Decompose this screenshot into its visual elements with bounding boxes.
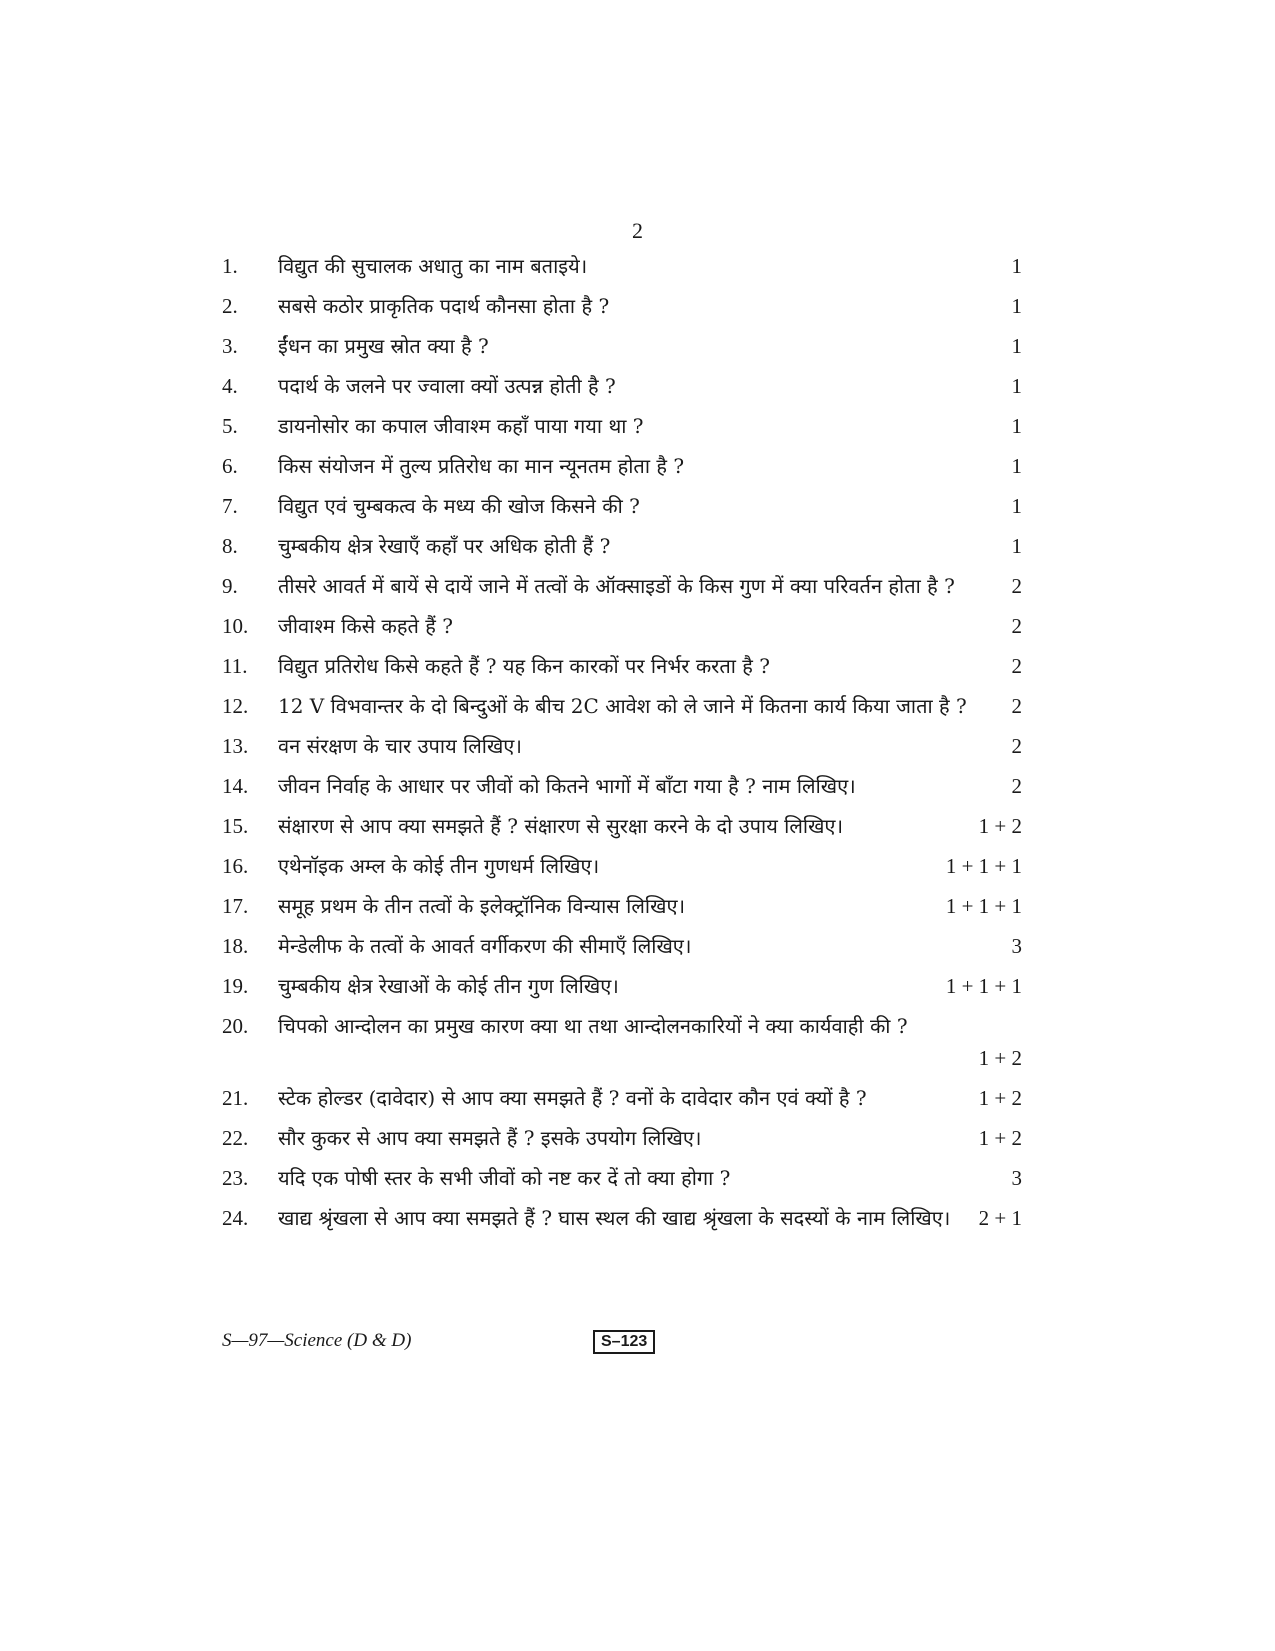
question-list bbox=[222, 250, 1022, 1242]
question-item bbox=[222, 890, 1022, 922]
question-item bbox=[222, 770, 1022, 802]
question-item bbox=[222, 290, 1022, 322]
question-text: स्टेक होल्डर (दावेदार) से आप क्या समझते हैं ? वनों के दावेदार कौन एवं क्यों है ? bbox=[278, 1086, 867, 1110]
question-text: पदार्थ के जलने पर ज्वाला क्यों उत्पन्न होती है ? bbox=[278, 374, 616, 398]
question-text: किस संयोजन में तुल्य प्रतिरोध का मान न्यूनतम होता है ? bbox=[278, 454, 685, 478]
question-item bbox=[222, 490, 1022, 522]
question-number: 16. bbox=[222, 854, 249, 878]
question-text: सौर कुकर से आप क्या समझते हैं ? इसके उपयोग लिखिए। bbox=[278, 1126, 702, 1150]
question-marks: 1 + 2 bbox=[978, 1086, 1022, 1110]
question-number: 22. bbox=[222, 1126, 249, 1150]
question-item bbox=[222, 370, 1022, 402]
question-number: 24. bbox=[222, 1206, 249, 1230]
question-item bbox=[222, 730, 1022, 762]
question-marks: 3 bbox=[1011, 1166, 1022, 1190]
question-item bbox=[222, 650, 1022, 682]
question-text: सबसे कठोर प्राकृतिक पदार्थ कौनसा होता है ? bbox=[278, 294, 610, 318]
question-number: 19. bbox=[222, 974, 249, 998]
question-text: संक्षारण से आप क्या समझते हैं ? संक्षारण से सुरक्षा करने के दो उपाय लिखिए। bbox=[278, 814, 844, 838]
question-number: 2. bbox=[222, 294, 238, 318]
question-marks: 1 bbox=[1011, 254, 1022, 278]
page-number: 2 bbox=[632, 218, 643, 243]
question-number: 23. bbox=[222, 1166, 249, 1190]
question-item bbox=[222, 250, 1022, 282]
question-number: 11. bbox=[222, 654, 248, 678]
question-number: 3. bbox=[222, 334, 238, 358]
question-marks: 2 bbox=[1011, 734, 1022, 758]
question-marks: 2 bbox=[1011, 614, 1022, 638]
question-marks: 1 bbox=[1011, 294, 1022, 318]
question-marks: 3 bbox=[1011, 934, 1022, 958]
question-text: विद्युत एवं चुम्बकत्व के मध्य की खोज किसने की ? bbox=[278, 494, 640, 518]
question-item bbox=[222, 450, 1022, 482]
question-text: 12 V विभवान्तर के दो बिन्दुओं के बीच 2C आवेश को ले जाने में कितना कार्य किया जाता है ? bbox=[278, 694, 967, 718]
question-text: जीवन निर्वाह के आधार पर जीवों को कितने भागों में बाँटा गया है ? नाम लिखिए। bbox=[278, 774, 856, 798]
question-item bbox=[222, 1122, 1022, 1154]
question-text: विद्युत प्रतिरोध किसे कहते हैं ? यह किन कारकों पर निर्भर करता है ? bbox=[278, 654, 770, 678]
question-text: डायनोसोर का कपाल जीवाश्म कहाँ पाया गया था ? bbox=[278, 414, 644, 438]
question-item bbox=[222, 330, 1022, 362]
page-footer bbox=[222, 1330, 1022, 1360]
question-number: 6. bbox=[222, 454, 238, 478]
question-text: जीवाश्म किसे कहते हैं ? bbox=[278, 614, 453, 638]
question-item bbox=[222, 690, 1022, 722]
question-text: ईंधन का प्रमुख स्रोत क्या है ? bbox=[278, 334, 489, 358]
question-text: मेन्डेलीफ के तत्वों के आवर्त वर्गीकरण की सीमाएँ लिखिए। bbox=[278, 934, 692, 958]
question-text: विद्युत की सुचालक अधातु का नाम बताइये। bbox=[278, 254, 588, 278]
question-marks: 1 + 2 bbox=[978, 1126, 1022, 1150]
question-number: 18. bbox=[222, 934, 249, 958]
question-text: समूह प्रथम के तीन तत्वों के इलेक्ट्रॉनिक विन्यास लिखिए। bbox=[278, 894, 686, 918]
question-item bbox=[222, 930, 1022, 962]
question-number: 8. bbox=[222, 534, 238, 558]
question-text: चुम्बकीय क्षेत्र रेखाओं के कोई तीन गुण लिखिए। bbox=[278, 974, 619, 998]
set-code-box: S–123 bbox=[593, 1330, 655, 1354]
question-marks: 1 bbox=[1011, 334, 1022, 358]
question-marks: 1 bbox=[1011, 494, 1022, 518]
question-item bbox=[222, 1202, 1022, 1234]
question-marks: 1 bbox=[1011, 414, 1022, 438]
question-marks: 1 + 1 + 1 bbox=[945, 854, 1022, 878]
question-item bbox=[222, 1010, 1022, 1074]
question-marks: 2 + 1 bbox=[978, 1206, 1022, 1230]
question-text: चिपको आन्दोलन का प्रमुख कारण क्या था तथा आन्दोलनकारियों ने क्या कार्यवाही की ? bbox=[278, 1014, 908, 1038]
question-text: तीसरे आवर्त में बायें से दायें जाने में तत्वों के ऑक्साइडों के किस गुण में क्या परिवर्तन होता है ? bbox=[278, 574, 955, 598]
question-number: 12. bbox=[222, 694, 249, 718]
question-number: 9. bbox=[222, 574, 238, 598]
question-marks: 1 + 1 + 1 bbox=[945, 974, 1022, 998]
question-number: 15. bbox=[222, 814, 249, 838]
question-number: 10. bbox=[222, 614, 249, 638]
question-item bbox=[222, 810, 1022, 842]
question-text: वन संरक्षण के चार उपाय लिखिए। bbox=[278, 734, 522, 758]
question-marks: 2 bbox=[1011, 574, 1022, 598]
question-text: चुम्बकीय क्षेत्र रेखाएँ कहाँ पर अधिक होती हैं ? bbox=[278, 534, 611, 558]
question-item bbox=[222, 410, 1022, 442]
question-text: एथेनॉइक अम्ल के कोई तीन गुणधर्म लिखिए। bbox=[278, 854, 600, 878]
question-marks: 1 bbox=[1011, 374, 1022, 398]
question-number: 13. bbox=[222, 734, 249, 758]
question-number: 7. bbox=[222, 494, 238, 518]
question-number: 14. bbox=[222, 774, 249, 798]
question-item bbox=[222, 610, 1022, 642]
question-item bbox=[222, 1082, 1022, 1114]
question-item bbox=[222, 570, 1022, 602]
question-number: 21. bbox=[222, 1086, 249, 1110]
question-marks: 1 bbox=[1011, 454, 1022, 478]
question-marks: 1 bbox=[1011, 534, 1022, 558]
paper-code: S—97—Science (D & D) bbox=[222, 1330, 412, 1351]
question-item bbox=[222, 530, 1022, 562]
question-number: 17. bbox=[222, 894, 249, 918]
question-text: खाद्य श्रृंखला से आप क्या समझते हैं ? घास स्थल की खाद्य श्रृंखला के सदस्यों के नाम लिखिए। bbox=[278, 1206, 951, 1230]
question-marks: 1 + 2 bbox=[978, 814, 1022, 838]
question-marks: 1 + 2 bbox=[978, 1046, 1022, 1070]
question-number: 4. bbox=[222, 374, 238, 398]
question-number: 5. bbox=[222, 414, 238, 438]
question-marks: 2 bbox=[1011, 694, 1022, 718]
question-item bbox=[222, 1162, 1022, 1194]
question-number: 20. bbox=[222, 1014, 249, 1038]
question-number: 1. bbox=[222, 254, 238, 278]
question-text: यदि एक पोषी स्तर के सभी जीवों को नष्ट कर दें तो क्या होगा ? bbox=[278, 1166, 731, 1190]
question-item bbox=[222, 970, 1022, 1002]
question-marks: 2 bbox=[1011, 774, 1022, 798]
question-marks: 2 bbox=[1011, 654, 1022, 678]
question-item bbox=[222, 850, 1022, 882]
question-marks: 1 + 1 + 1 bbox=[945, 894, 1022, 918]
